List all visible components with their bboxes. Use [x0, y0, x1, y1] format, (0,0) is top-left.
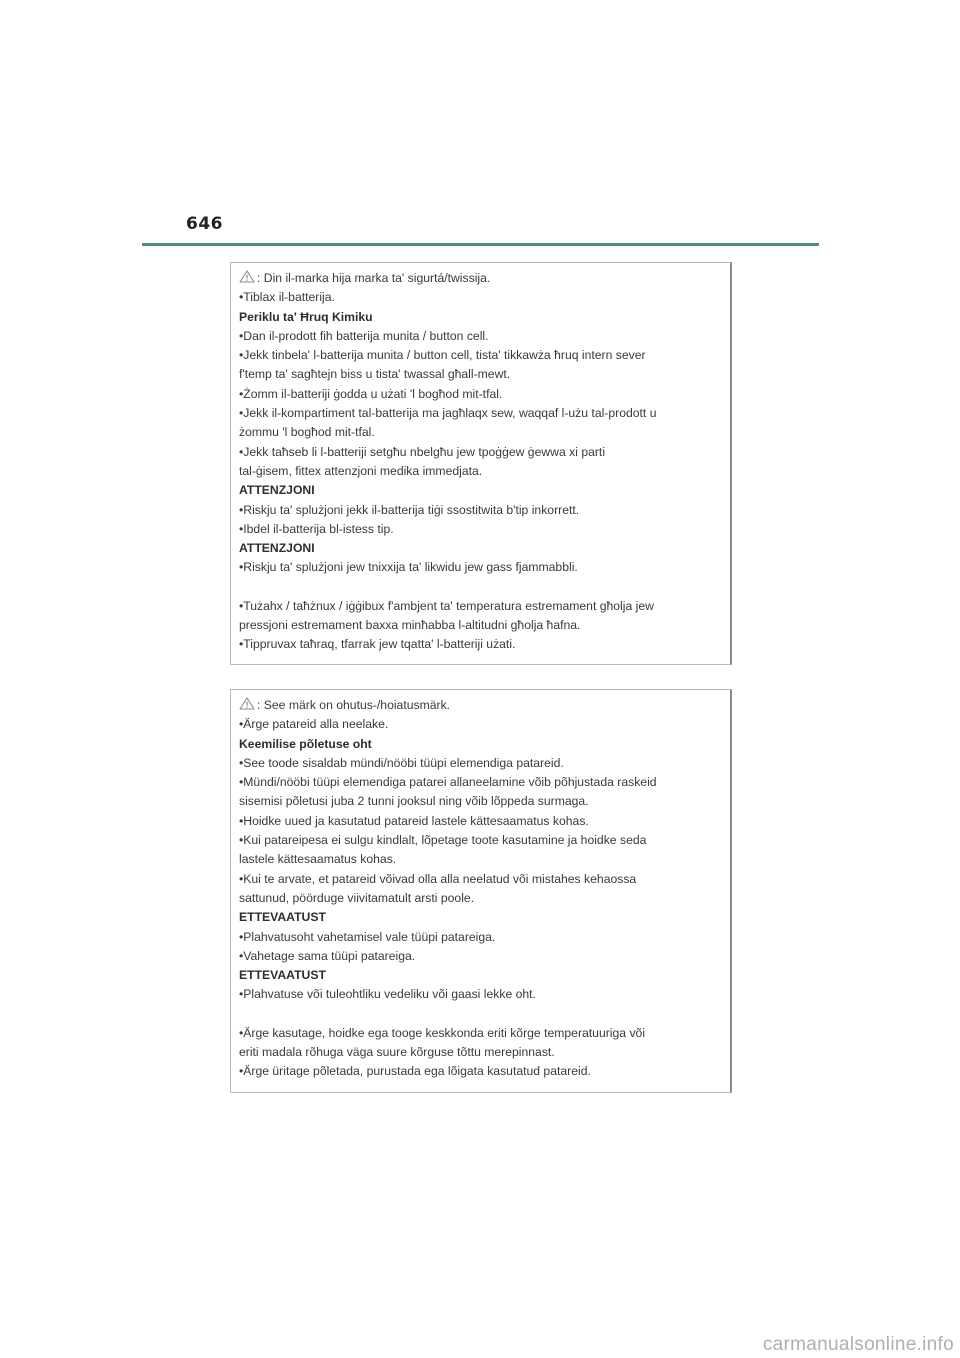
section-heading	[239, 735, 722, 754]
warning-triangle-icon	[239, 270, 255, 283]
text-line	[239, 327, 722, 346]
line-text: •Hoidke uued ja kasutatud patareid lastele kättesaamatus kohas.	[239, 813, 589, 828]
text-line	[239, 385, 722, 404]
line-text: •Vahetage sama tüüpi patareiga.	[239, 948, 416, 963]
line-text: eriti madala rõhuga väga suure kõrguse tõttu merepinnast.	[239, 1045, 555, 1060]
line-text: żommu 'l bogħod mit-tfal.	[239, 425, 375, 440]
text-line	[239, 423, 722, 442]
text-line	[239, 1024, 722, 1043]
warning-panel-estonian	[230, 689, 732, 1093]
line-text: : See märk on ohutus-/hoiatusmärk.	[257, 698, 451, 712]
warning-triangle-icon	[239, 697, 255, 710]
line-text: •Jekk il-kompartiment tal-batterija ma jagħlaqx sew, waqqaf l-użu tal-prodott u	[239, 406, 657, 421]
section-heading	[239, 308, 722, 327]
line-text: •Mündi/nööbi tüüpi elemendiga patarei allaneelamine võib põhjustada raskeid	[239, 775, 657, 790]
line-text: •Jekk taħseb li l-batteriji setgħu nbelgħu jew tpoġġew ġewwa xi parti	[239, 444, 606, 459]
line-text: ATTENZJONI	[239, 483, 315, 498]
text-line	[239, 1062, 722, 1081]
warning-symbol-line	[239, 696, 722, 715]
text-line	[239, 985, 722, 1004]
line-text: f'temp ta' sagħtejn biss u tista' twassal għall-mewt.	[239, 367, 511, 382]
line-text: •Tippruvax taħraq, tfarrak jew tqatta' l-batteriji użati.	[239, 637, 516, 652]
text-line	[239, 928, 722, 947]
line-text: •Kui te arvate, et patareid võivad olla alla neelatud või mistahes kehaossa	[239, 871, 637, 886]
watermark: carmanualsonline.info	[762, 1334, 954, 1355]
text-line	[239, 812, 722, 831]
line-text: •Tiblax il-batterija.	[239, 290, 335, 305]
text-line	[239, 520, 722, 539]
line-text: Keemilise põletuse oht	[239, 736, 372, 751]
page-number: 646	[186, 214, 223, 234]
text-line	[239, 889, 722, 908]
text-line	[239, 947, 722, 966]
text-line	[239, 715, 722, 734]
text-line	[239, 635, 722, 654]
line-text: sisemisi põletusi juba 2 tunni jooksul ning võib lõppeda surmaga.	[239, 794, 589, 809]
line-text: ATTENZJONI	[239, 541, 315, 556]
section-heading	[239, 539, 722, 558]
line-text: •Żomm il-batteriji ġodda u użati 'l bogħod mit-tfal.	[239, 386, 503, 401]
line-text: •See toode sisaldab mündi/nööbi tüüpi elemendiga patareid.	[239, 755, 564, 770]
text-line	[239, 288, 722, 307]
text-line	[239, 443, 722, 462]
text-line	[239, 558, 722, 577]
section-heading	[239, 966, 722, 985]
line-text: •Jekk tinbela' l-batterija munita / button cell, tista' tikkawża ħruq intern sever	[239, 348, 646, 363]
line-text: ETTEVAATUST	[239, 910, 326, 925]
text-line	[239, 365, 722, 384]
line-text: •Tużahx / taħżnux / iġġibux f'ambjent ta' temperatura estremament għolja jew	[239, 598, 654, 613]
text-line	[239, 754, 722, 773]
text-line	[239, 462, 722, 481]
line-text: •Plahvatusoht vahetamisel vale tüüpi patareiga.	[239, 929, 496, 944]
line-text: tal-ġisem, fittex attenzjoni medika immedjata.	[239, 463, 483, 478]
line-text: •Riskju ta' splużjoni jew tnixxija ta' likwidu jew gass fjammabbli.	[239, 560, 578, 575]
line-text: •Ibdel il-batterija bl-istess tip.	[239, 521, 394, 536]
text-line	[239, 792, 722, 811]
text-line	[239, 831, 722, 850]
section-heading	[239, 908, 722, 927]
line-text: ETTEVAATUST	[239, 968, 326, 983]
text-line	[239, 850, 722, 869]
line-text: •Dan il-prodott fih batterija munita / button cell.	[239, 328, 489, 343]
text-line	[239, 346, 722, 365]
line-text: •Kui patareipesa ei sulgu kindlalt, lõpetage toote kasutamine ja hoidke seda	[239, 833, 647, 848]
line-text: pressjoni estremament baxxa minħabba l-altitudni għolja ħafna.	[239, 618, 581, 633]
section-heading	[239, 481, 722, 500]
text-line	[239, 773, 722, 792]
warning-symbol-line	[239, 269, 722, 288]
paragraph-gap	[239, 1005, 722, 1024]
line-text: •Ärge üritage põletada, purustada ega lõigata kasutatud patareid.	[239, 1064, 591, 1079]
paragraph-gap	[239, 578, 722, 597]
header-rule	[142, 243, 819, 246]
line-text: •Plahvatuse või tuleohtliku vedeliku või gaasi lekke oht.	[239, 987, 536, 1002]
line-text: •Riskju ta' splużjoni jekk il-batterija tiġi ssostitwita b'tip inkorrett.	[239, 502, 580, 517]
line-text: sattunud, pöörduge viivitamatult arsti poole.	[239, 890, 475, 905]
text-line	[239, 597, 722, 616]
text-line	[239, 404, 722, 423]
line-text: : Din il-marka hija marka ta' sigurtá/twissija.	[257, 271, 491, 285]
text-line	[239, 870, 722, 889]
text-line	[239, 501, 722, 520]
text-line	[239, 616, 722, 635]
line-text: lastele kättesaamatus kohas.	[239, 852, 397, 867]
line-text: •Ärge kasutage, hoidke ega tooge keskkonda eriti kõrge temperatuuriga või	[239, 1025, 646, 1040]
line-text: •Ärge patareid alla neelake.	[239, 717, 389, 732]
line-text: Periklu ta' Ħruq Kimiku	[239, 309, 373, 324]
warning-panel-maltese	[230, 262, 732, 665]
text-line	[239, 1043, 722, 1062]
